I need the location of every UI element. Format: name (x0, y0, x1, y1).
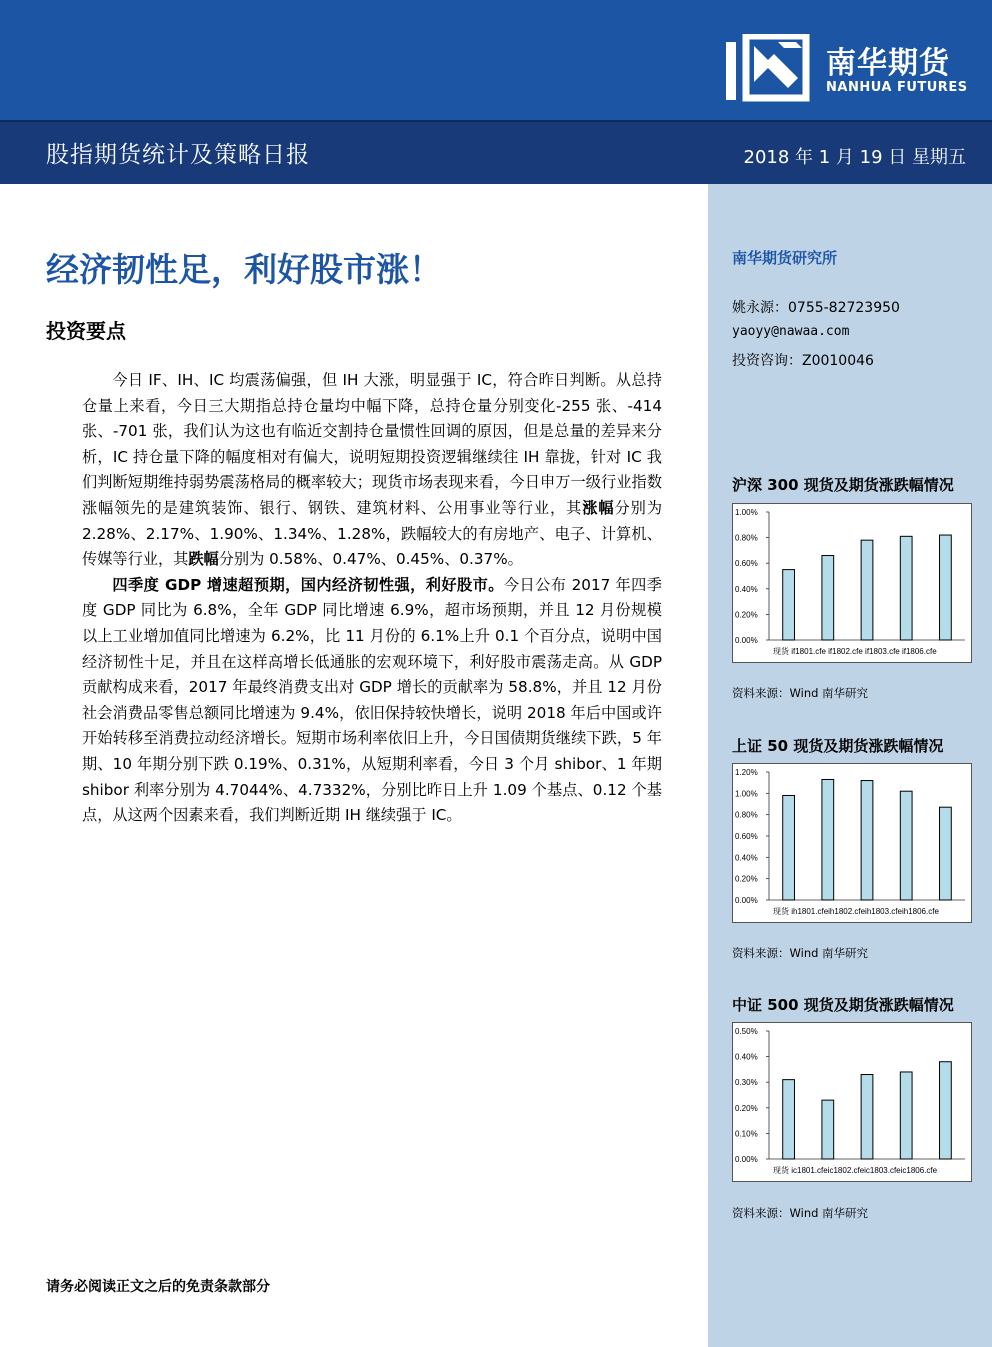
report-date: 2018 年 1 月 19 日 星期五 (743, 147, 966, 168)
bar-if1803.cfe (900, 536, 912, 640)
bar-if1806.cfe (940, 535, 952, 640)
y-tick-label: 1.00% (735, 508, 758, 517)
y-tick-label: 0.60% (735, 559, 758, 569)
bar-ih1802.cfe (861, 781, 873, 900)
y-tick-label: 0.10% (735, 1129, 758, 1139)
y-tick-label: 1.20% (735, 768, 758, 777)
y-tick-label: 0.20% (735, 874, 758, 884)
y-tick-label: 0.80% (735, 810, 758, 820)
source-note-2: 资料来源：Wind 南华研究 (732, 946, 869, 960)
para1-run: 分别为 0.58%、0.47%、0.45%、0.37%。 (218, 550, 523, 569)
y-tick-label: 0.00% (735, 1155, 758, 1164)
chart-title-sz50: 上证 50 现货及期货涨跌幅情况 (732, 737, 944, 755)
para1-run: 跌幅 (188, 550, 219, 569)
chart-title-zz500: 中证 500 现货及期货涨跌幅情况 (732, 996, 954, 1014)
chart-svg-hs300 (733, 504, 971, 662)
bar-if1802.cfe (861, 540, 873, 640)
x-category-labels: 现货 ic1801.cfeic1802.cfeic1803.cfeic1806.cfe (773, 1166, 938, 1175)
y-tick-label: 1.00% (735, 789, 758, 799)
y-tick-label: 0.40% (735, 584, 758, 594)
chart-sz50 (732, 763, 972, 923)
source-note-1: 资料来源：Wind 南华研究 (732, 686, 869, 700)
y-tick-label: 0.80% (735, 533, 758, 543)
analyst-email[interactable]: yaoyy@nawaa.com (732, 324, 850, 339)
x-category-labels: 现货 if1801.cfe if1802.cfe if1803.cfe if1806.cfe (773, 647, 937, 656)
license-number: 投资咨询：Z0010046 (732, 353, 874, 369)
section-title: 投资要点 (46, 319, 126, 343)
bar-ic1801.cfe (822, 1100, 834, 1159)
bar-ic1803.cfe (900, 1072, 912, 1159)
institute-name: 南华期货研究所 (732, 249, 838, 267)
logo-chinese-name: 南华期货 (826, 46, 950, 81)
bar-ic1806.cfe (940, 1062, 952, 1159)
bar-现货 (783, 795, 795, 900)
para2-run: 四季度 GDP 增速超预期，国内经济韧性强，利好股市。 (112, 575, 504, 594)
bar-ih1801.cfe (822, 779, 834, 900)
bar-ic1802.cfe (861, 1075, 873, 1159)
logo-english-name: NANHUA FUTURES (826, 80, 968, 95)
nanhua-logo-icon (724, 34, 814, 104)
y-tick-label: 0.40% (735, 1052, 758, 1062)
y-tick-label: 0.30% (735, 1078, 758, 1088)
paragraph-1 (82, 368, 662, 573)
y-tick-label: 0.50% (735, 1027, 758, 1036)
x-category-labels: 现货 ih1801.cfeih1802.cfeih1803.cfeih1806.cfe (773, 907, 939, 916)
body-text (82, 368, 662, 829)
company-logo (724, 34, 980, 106)
analyst-contact: 姚永源：0755-82723950 (732, 300, 900, 316)
y-tick-label: 0.20% (735, 610, 758, 620)
paragraph-2 (82, 573, 662, 829)
bar-ih1806.cfe (940, 807, 952, 900)
disclaimer: 请务必阅读正文之后的免责条款部分 (46, 1279, 270, 1295)
chart-svg-zz500 (733, 1023, 971, 1181)
bar-现货 (783, 1080, 795, 1159)
para1-run: 分别为 2.28%、2.17%、1.90%、1.34%、1.28%，跌幅较大的有房地产、电子、计算机、传媒等行业，其 (82, 498, 663, 569)
y-tick-label: 0.20% (735, 1103, 758, 1113)
y-tick-label: 0.40% (735, 853, 758, 863)
bar-ih1803.cfe (900, 791, 912, 900)
para2-run: 今日公布 2017 年四季度 GDP 同比为 6.8%，全年 GDP 同比增速 6.9%，超市场预期，并且 12 月份规模以上工业增加值同比增速为 6.2%，比 11 月份的 6.1%上升 0.1 个百分点，说明中国经济韧性十足，并且在这样高增长低通胀的宏观环境下，利好股市震荡走高。从 GDP 贡献构成来看，2017 年最终消费支出对 GDP 增长的贡献率为 58.8%，并且 12 月份社会消费品零售总额同比增速为 9.4%，依旧保持较快增长，说明 2018 年后中国或许开始转移至消费拉动经济增长。短期市场利率依旧上升，今日国债期货继续下跌，5 年期、10 年期分别下跌 0.19%、0.31%，从短期利率看，今日 3 个月 shibor、1 年期 shibor 利率分别为 4.7044%、4.7332%，分别比昨日上升 1.09 个基点、0.12 个基点，从这两个因素来看，我们判断近期 IH 继续强于 IC。 (82, 575, 662, 825)
y-tick-label: 0.00% (735, 896, 758, 905)
chart-svg-sz50 (733, 764, 971, 922)
report-name: 股指期货统计及策略日报 (46, 142, 310, 168)
bar-现货 (783, 570, 795, 640)
source-note-3: 资料来源：Wind 南华研究 (732, 1206, 869, 1220)
headline: 经济韧性足，利好股市涨！ (46, 250, 442, 289)
para1-run: 涨幅 (582, 498, 615, 517)
bar-if1801.cfe (822, 556, 834, 640)
y-tick-label: 0.00% (735, 636, 758, 645)
chart-hs300 (732, 503, 972, 663)
y-tick-label: 0.60% (735, 832, 758, 841)
para1-run: 今日 IF、IH、IC 均震荡偏强，但 IH 大涨，明显强于 IC，符合昨日判断。从总持仓量上来看，今日三大期指总持仓量均中幅下降，总持仓量分别变化-255 张、-414 张、-701 张，我们认为这也有临近交割持仓量惯性回调的原因，但是总量的差异来分析，IC 持仓量下降的幅度相对有偏大，说明短期投资逻辑继续往 IH 靠拢，针对 IC 我们判断短期维持弱势震荡格局的概率较大；现货市场表现来看，今日申万一级行业指数涨幅领先的是建筑装饰、银行、钢铁、建筑材料、公用事业等行业，其 (82, 371, 662, 517)
chart-zz500 (732, 1022, 972, 1182)
chart-title-hs300: 沪深 300 现货及期货涨跌幅情况 (732, 476, 954, 494)
